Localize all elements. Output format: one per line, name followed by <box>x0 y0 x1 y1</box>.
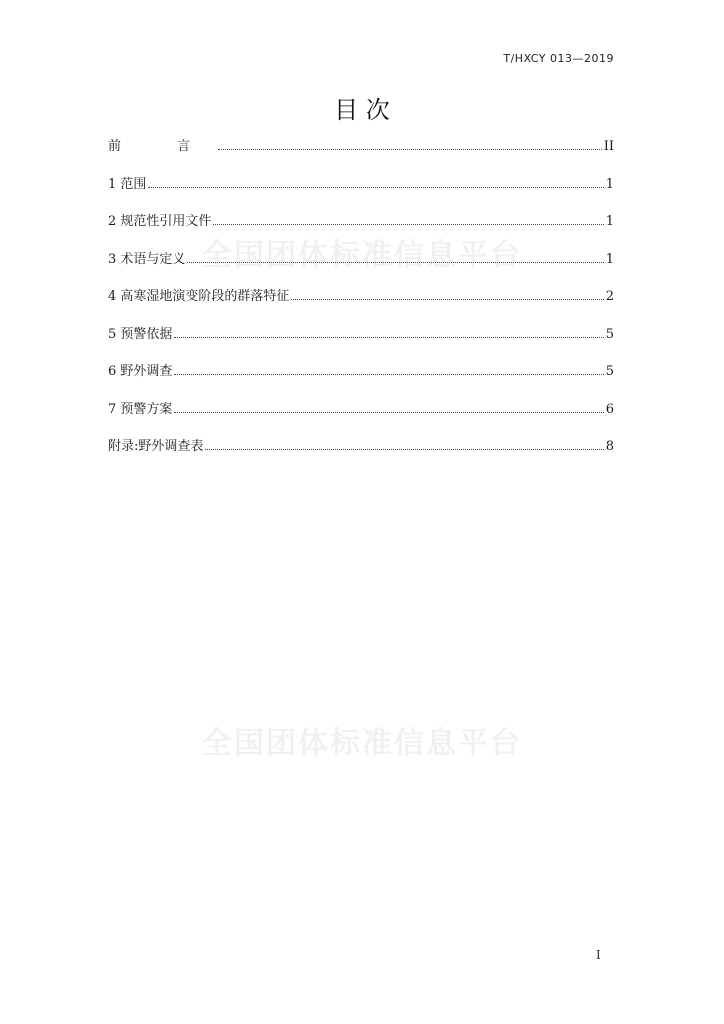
toc-entry-warning-basis[interactable] <box>108 323 614 361</box>
toc-entry-scope[interactable] <box>108 173 614 211</box>
toc-entry-label: 7 预警方案 <box>108 401 173 417</box>
toc-leader-dots <box>174 374 603 375</box>
page-title: 目 次 <box>334 96 390 124</box>
toc-leader-dots <box>174 412 603 413</box>
toc-leader-dots <box>148 187 603 188</box>
toc-entry-preface[interactable] <box>108 135 614 173</box>
toc-leader-dots <box>218 149 602 150</box>
toc-leader-dots <box>174 337 603 338</box>
toc-entry-label: 2 规范性引用文件 <box>108 214 212 229</box>
toc-entry-label: 附录:野外调查表 <box>108 439 204 454</box>
toc-entry-page: 5 <box>605 364 614 379</box>
toc-leader-dots <box>291 299 603 300</box>
toc-entry-page: 2 <box>605 289 614 304</box>
toc-entry-page: 6 <box>605 401 614 417</box>
toc-entry-page: 1 <box>605 176 614 192</box>
page-number: I <box>596 948 601 962</box>
toc-entry-label: 4 高寒湿地演变阶段的群落特征 <box>108 289 290 304</box>
toc-entry-page: II <box>603 139 614 154</box>
toc-entry-label: 前 言 <box>108 139 217 154</box>
toc-entry-community-characteristics[interactable] <box>108 285 614 323</box>
toc-entry-warning-plan[interactable] <box>108 398 614 436</box>
toc-entry-normative-references[interactable] <box>108 210 614 248</box>
toc-entry-field-survey[interactable] <box>108 360 614 398</box>
toc-leader-dots <box>205 449 603 450</box>
toc-entry-label: 5 预警依据 <box>108 326 173 342</box>
document-code: T/HXCY 013—2019 <box>503 52 614 65</box>
toc-entry-label: 3 术语与定义 <box>108 251 186 267</box>
watermark-text: 全国团体标准信息平台 <box>202 726 522 761</box>
toc-entry-page: 8 <box>605 439 614 454</box>
toc-entry-terms-definitions[interactable] <box>108 248 614 286</box>
toc-entry-page: 5 <box>605 326 614 342</box>
watermark-text: 全国团体标准信息平台 <box>202 238 522 273</box>
toc-entry-label: 1 范围 <box>108 176 147 192</box>
toc-leader-dots <box>187 262 603 263</box>
toc-entry-appendix[interactable] <box>108 435 614 473</box>
toc-entry-page: 1 <box>605 251 614 267</box>
toc-entry-page: 1 <box>605 214 614 229</box>
toc-leader-dots <box>213 224 603 225</box>
table-of-contents <box>108 135 614 473</box>
toc-entry-label: 6 野外调查 <box>108 364 173 379</box>
